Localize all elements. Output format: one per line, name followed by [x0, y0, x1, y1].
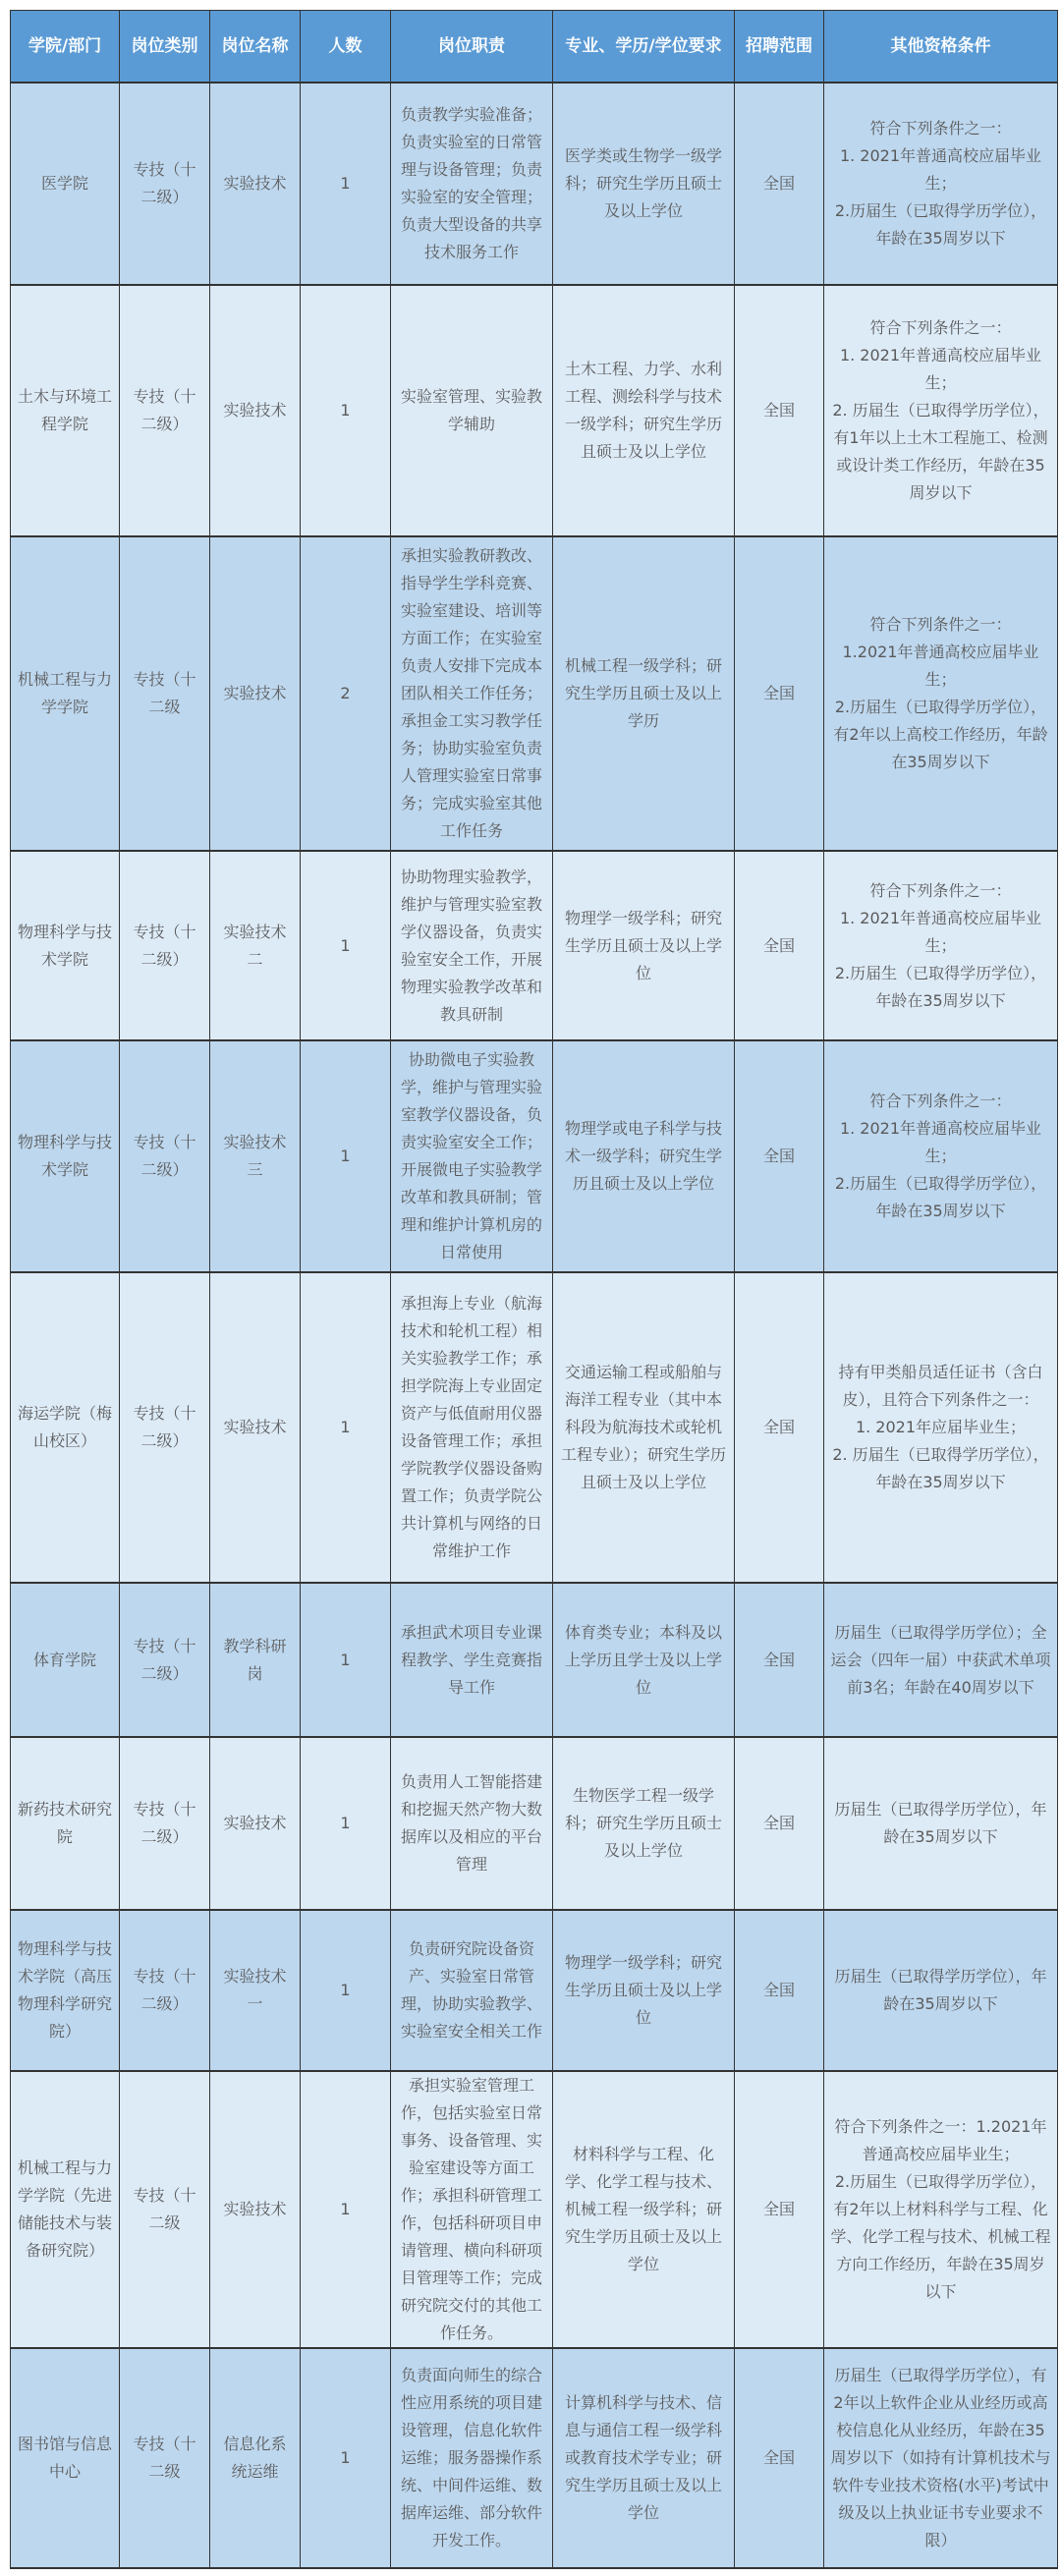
table-row	[11, 1583, 1058, 1737]
position-name-cell: 实验技术	[210, 2071, 301, 2348]
position-name-cell: 实验技术一	[210, 1910, 301, 2071]
recruit-scope-cell: 全国	[735, 1910, 824, 2071]
table-row	[11, 1272, 1058, 1583]
other-conditions-cell: 符合下列条件之一：1.2021年普通高校应届毕业生； 2.历届生（已取得学历学位），有2年以上材料科学与工程、化学、化学工程与技术、机械工程方向工作经历，年龄在35周岁以下	[824, 2071, 1058, 2348]
major-requirement-cell: 材料科学与工程、化学、化学工程与技术、机械工程一级学科；研究生学历且硕士及以上学位	[553, 2071, 735, 2348]
table-row	[11, 2071, 1058, 2348]
table-row	[11, 2348, 1058, 2568]
table-row	[11, 1737, 1058, 1910]
category-cell: 专技（十二级	[120, 2348, 210, 2568]
column-header-duty: 岗位职责	[391, 11, 553, 84]
other-conditions-cell: 符合下列条件之一： 1. 2021年普通高校应届毕业生； 2.历届生（已取得学历学位），年龄在35周岁以下	[824, 83, 1058, 285]
recruit-scope-cell: 全国	[735, 851, 824, 1040]
position-name-cell: 实验技术三	[210, 1040, 301, 1272]
duty-cell: 承担实验室管理工作，包括实验室日常事务、设备管理、实验室建设等方面工作；承担科研管理工作，包括科研项目申请管理、横向科研项目管理等工作；完成研究院交付的其他工作任务。	[391, 2071, 553, 2348]
major-requirement-cell: 土木工程、力学、水利工程、测绘科学与技术一级学科；研究生学历且硕士及以上学位	[553, 285, 735, 536]
other-conditions-cell: 历届生（已取得学历学位），年龄在35周岁以下	[824, 1737, 1058, 1910]
major-requirement-cell: 体育类专业；本科及以上学历且学士及以上学位	[553, 1583, 735, 1737]
headcount-cell: 1	[301, 1583, 391, 1737]
duty-cell: 承担实验教研教改、指导学生学科竞赛、实验室建设、培训等方面工作；在实验室负责人安排下完成本团队相关工作任务；承担金工实习教学任务；协助实验室负责人管理实验室日常事务；完成实验室其他工作任务	[391, 536, 553, 851]
duty-cell: 负责面向师生的综合性应用系统的项目建设管理，信息化软件运维；服务器操作系统、中间件运维、数据库运维、部分软件开发工作。	[391, 2348, 553, 2568]
duty-cell: 负责研究院设备资产、实验室日常管理，协助实验教学、实验室安全相关工作	[391, 1910, 553, 2071]
dept-cell: 机械工程与力学学院	[11, 536, 120, 851]
dept-cell: 医学院	[11, 83, 120, 285]
headcount-cell: 1	[301, 1910, 391, 2071]
table-row	[11, 285, 1058, 536]
position-name-cell: 实验技术	[210, 536, 301, 851]
category-cell: 专技（十二级）	[120, 1040, 210, 1272]
position-name-cell: 实验技术二	[210, 851, 301, 1040]
recruit-scope-cell: 全国	[735, 1583, 824, 1737]
recruit-scope-cell: 全国	[735, 1040, 824, 1272]
position-name-cell: 教学科研岗	[210, 1583, 301, 1737]
category-cell: 专技（十二级）	[120, 851, 210, 1040]
headcount-cell: 1	[301, 83, 391, 285]
category-cell: 专技（十二级	[120, 2071, 210, 2348]
major-requirement-cell: 交通运输工程或船舶与海洋工程专业（其中本科段为航海技术或轮机工程专业）；研究生学历且硕士及以上学位	[553, 1272, 735, 1583]
duty-cell: 承担海上专业（航海技术和轮机工程）相关实验教学工作；承担学院海上专业固定资产与低值耐用仪器设备管理工作；承担学院教学仪器设备购置工作；负责学院公共计算机与网络的日常维护工作	[391, 1272, 553, 1583]
table-row	[11, 851, 1058, 1040]
other-conditions-cell: 历届生（已取得学历学位），年龄在35周岁以下	[824, 1910, 1058, 2071]
other-conditions-cell: 符合下列条件之一： 1. 2021年普通高校应届毕业生； 2. 历届生（已取得学历学位），有1年以上土木工程施工、检测或设计类工作经历，年龄在35周岁以下	[824, 285, 1058, 536]
dept-cell: 海运学院（梅山校区）	[11, 1272, 120, 1583]
other-conditions-cell: 历届生（已取得学历学位），有2年以上软件企业从业经历或高校信息化从业经历，年龄在35周岁以下（如持有计算机技术与软件专业技术资格(水平)考试中级及以上执业证书专业要求不限）	[824, 2348, 1058, 2568]
duty-cell: 协助物理实验教学，维护与管理实验室教学仪器设备，负责实验室安全工作，开展物理实验教学改革和教具研制	[391, 851, 553, 1040]
recruit-scope-cell: 全国	[735, 2348, 824, 2568]
column-header-other-conditions: 其他资格条件	[824, 11, 1058, 84]
column-header-position-name: 岗位名称	[210, 11, 301, 84]
recruit-scope-cell: 全国	[735, 536, 824, 851]
category-cell: 专技（十二级）	[120, 83, 210, 285]
other-conditions-cell: 历届生（已取得学历学位）；全运会（四年一届）中获武术单项前3名；年龄在40周岁以下	[824, 1583, 1058, 1737]
dept-cell: 物理科学与技术学院	[11, 851, 120, 1040]
position-name-cell: 实验技术	[210, 285, 301, 536]
headcount-cell: 2	[301, 536, 391, 851]
category-cell: 专技（十二级）	[120, 1272, 210, 1583]
major-requirement-cell: 生物医学工程一级学科；研究生学历且硕士及以上学位	[553, 1737, 735, 1910]
headcount-cell: 1	[301, 2348, 391, 2568]
major-requirement-cell: 计算机科学与技术、信息与通信工程一级学科或教育技术学专业；研究生学历且硕士及以上学位	[553, 2348, 735, 2568]
category-cell: 专技（十二级	[120, 536, 210, 851]
category-cell: 专技（十二级）	[120, 1737, 210, 1910]
position-name-cell: 信息化系统运维	[210, 2348, 301, 2568]
duty-cell: 实验室管理、实验教学辅助	[391, 285, 553, 536]
recruitment-table	[10, 10, 1058, 2569]
major-requirement-cell: 机械工程一级学科；研究生学历且硕士及以上学历	[553, 536, 735, 851]
headcount-cell: 1	[301, 2071, 391, 2348]
dept-cell: 体育学院	[11, 1583, 120, 1737]
major-requirement-cell: 物理学一级学科；研究生学历且硕士及以上学位	[553, 851, 735, 1040]
position-name-cell: 实验技术	[210, 1272, 301, 1583]
dept-cell: 物理科学与技术学院	[11, 1040, 120, 1272]
major-requirement-cell: 物理学一级学科；研究生学历且硕士及以上学位	[553, 1910, 735, 2071]
duty-cell: 协助微电子实验教学，维护与管理实验室教学仪器设备，负责实验室安全工作；开展微电子实验教学改革和教具研制；管理和维护计算机房的日常使用	[391, 1040, 553, 1272]
column-header-category: 岗位类别	[120, 11, 210, 84]
headcount-cell: 1	[301, 285, 391, 536]
category-cell: 专技（十二级）	[120, 285, 210, 536]
category-cell: 专技（十二级）	[120, 1910, 210, 2071]
duty-cell: 负责教学实验准备；负责实验室的日常管理与设备管理；负责实验室的安全管理；负责大型设备的共享技术服务工作	[391, 83, 553, 285]
other-conditions-cell: 符合下列条件之一： 1.2021年普通高校应届毕业生； 2.历届生（已取得学历学位），有2年以上高校工作经历，年龄在35周岁以下	[824, 536, 1058, 851]
other-conditions-cell: 符合下列条件之一： 1. 2021年普通高校应届毕业生； 2.历届生（已取得学历学位），年龄在35周岁以下	[824, 1040, 1058, 1272]
headcount-cell: 1	[301, 1272, 391, 1583]
major-requirement-cell: 医学类或生物学一级学科；研究生学历且硕士及以上学位	[553, 83, 735, 285]
other-conditions-cell: 持有甲类船员适任证书（含白皮），且符合下列条件之一： 1. 2021年应届毕业生； 2. 历届生（已取得学历学位），年龄在35周岁以下	[824, 1272, 1058, 1583]
headcount-cell: 1	[301, 1737, 391, 1910]
table-row	[11, 1040, 1058, 1272]
position-name-cell: 实验技术	[210, 1737, 301, 1910]
recruit-scope-cell: 全国	[735, 1272, 824, 1583]
recruit-scope-cell: 全国	[735, 2071, 824, 2348]
dept-cell: 新药技术研究院	[11, 1737, 120, 1910]
headcount-cell: 1	[301, 1040, 391, 1272]
position-name-cell: 实验技术	[210, 83, 301, 285]
table-row	[11, 536, 1058, 851]
major-requirement-cell: 物理学或电子科学与技术一级学科；研究生学历且硕士及以上学位	[553, 1040, 735, 1272]
dept-cell: 土木与环境工程学院	[11, 285, 120, 536]
duty-cell: 负责用人工智能搭建和挖掘天然产物大数据库以及相应的平台管理	[391, 1737, 553, 1910]
duty-cell: 承担武术项目专业课程教学、学生竞赛指导工作	[391, 1583, 553, 1737]
column-header-major-requirement: 专业、学历/学位要求	[553, 11, 735, 84]
dept-cell: 物理科学与技术学院（高压物理科学研究院）	[11, 1910, 120, 2071]
column-header-dept: 学院/部门	[11, 11, 120, 84]
category-cell: 专技（十二级）	[120, 1583, 210, 1737]
recruit-scope-cell: 全国	[735, 83, 824, 285]
dept-cell: 机械工程与力学学院（先进储能技术与装备研究院）	[11, 2071, 120, 2348]
table-row	[11, 1910, 1058, 2071]
dept-cell: 图书馆与信息中心	[11, 2348, 120, 2568]
column-header-recruit-scope: 招聘范围	[735, 11, 824, 84]
table-row	[11, 83, 1058, 285]
column-header-headcount: 人数	[301, 11, 391, 84]
header-row	[11, 11, 1058, 84]
recruit-scope-cell: 全国	[735, 285, 824, 536]
other-conditions-cell: 符合下列条件之一： 1. 2021年普通高校应届毕业生； 2.历届生（已取得学历学位），年龄在35周岁以下	[824, 851, 1058, 1040]
recruit-scope-cell: 全国	[735, 1737, 824, 1910]
headcount-cell: 1	[301, 851, 391, 1040]
